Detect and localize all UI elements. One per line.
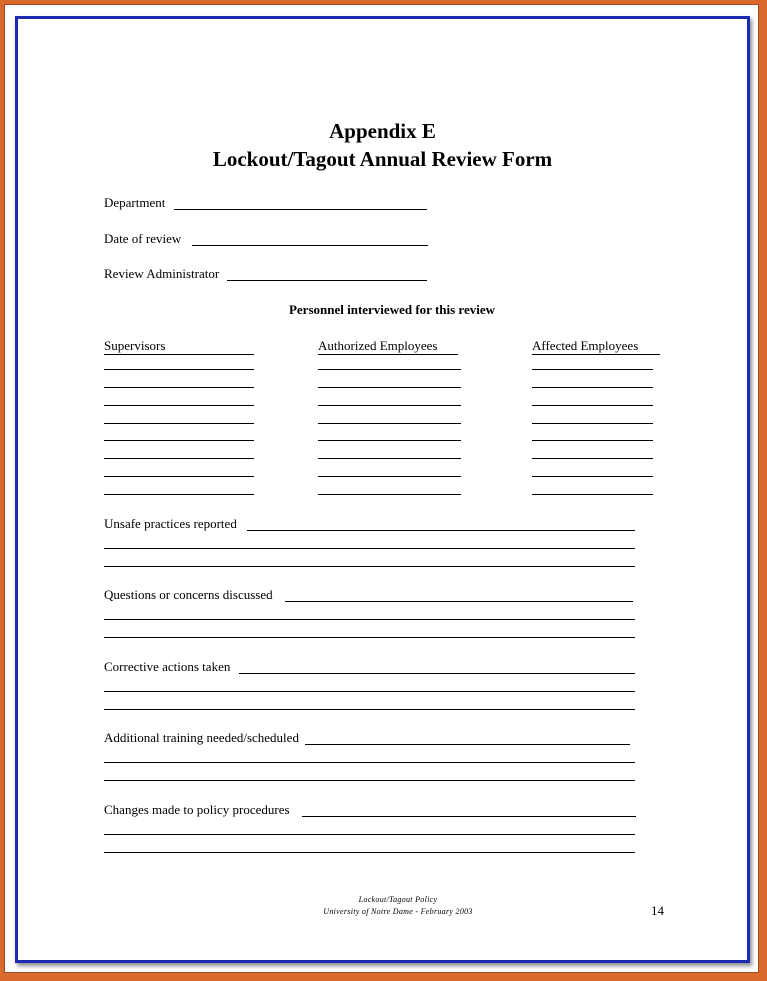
authorized-employee-entry-line[interactable] bbox=[318, 405, 461, 406]
authorized-employees-column-header bbox=[318, 338, 458, 355]
authorized-employee-entry-line[interactable] bbox=[318, 494, 461, 495]
unsafe-practices-line-3[interactable] bbox=[104, 566, 635, 567]
supervisor-entry-line[interactable] bbox=[104, 405, 254, 406]
affected-employee-entry-line[interactable] bbox=[532, 405, 653, 406]
appendix-heading: Appendix E bbox=[329, 119, 436, 143]
unsafe-practices-line-2[interactable] bbox=[104, 548, 635, 549]
policy-changes-line-3[interactable] bbox=[104, 852, 635, 853]
corrective-actions-line-1[interactable] bbox=[239, 673, 635, 674]
supervisors-header-text: Supervisors bbox=[104, 338, 254, 355]
authorized-employee-entry-line[interactable] bbox=[318, 423, 461, 424]
form-title: Lockout/Tagout Annual Review Form bbox=[212, 147, 553, 171]
corrective-actions-line-2[interactable] bbox=[104, 691, 635, 692]
additional-training-line-3[interactable] bbox=[104, 780, 635, 781]
questions-concerns-line-1[interactable] bbox=[285, 601, 633, 602]
authorized-employee-entry-line[interactable] bbox=[318, 369, 461, 370]
policy-changes-line-2[interactable] bbox=[104, 834, 635, 835]
footer-institution-date: University of Notre Dame - February 2003 bbox=[323, 907, 473, 916]
date-of-review-label: Date of review bbox=[104, 231, 182, 246]
authorized-employees-header-text: Authorized Employees bbox=[318, 338, 458, 355]
additional-training-line-1[interactable] bbox=[305, 744, 630, 745]
affected-employee-entry-line[interactable] bbox=[532, 387, 653, 388]
questions-concerns-label: Questions or concerns discussed bbox=[104, 587, 273, 602]
authorized-employee-entry-line[interactable] bbox=[318, 476, 461, 477]
policy-changes-label: Changes made to policy procedures bbox=[104, 802, 290, 817]
affected-employee-entry-line[interactable] bbox=[532, 476, 653, 477]
supervisor-entry-line[interactable] bbox=[104, 476, 254, 477]
supervisor-entry-line[interactable] bbox=[104, 494, 254, 495]
affected-employee-entry-line[interactable] bbox=[532, 369, 653, 370]
policy-changes-line-1[interactable] bbox=[302, 816, 636, 817]
footer-policy-name: Lockout/Tagout Policy bbox=[358, 895, 438, 904]
personnel-heading: Personnel interviewed for this review bbox=[288, 302, 496, 317]
department-label: Department bbox=[104, 195, 166, 210]
affected-employees-column-header bbox=[532, 338, 660, 355]
supervisor-entry-line[interactable] bbox=[104, 387, 254, 388]
unsafe-practices-line-1[interactable] bbox=[247, 530, 635, 531]
unsafe-practices-label: Unsafe practices reported bbox=[104, 516, 237, 531]
supervisor-entry-line[interactable] bbox=[104, 458, 254, 459]
authorized-employee-entry-line[interactable] bbox=[318, 387, 461, 388]
affected-employee-entry-line[interactable] bbox=[532, 440, 653, 441]
authorized-employee-entry-line[interactable] bbox=[318, 440, 461, 441]
questions-concerns-line-2[interactable] bbox=[104, 619, 635, 620]
affected-employee-entry-line[interactable] bbox=[532, 423, 653, 424]
document-page bbox=[15, 16, 750, 963]
additional-training-label: Additional training needed/scheduled bbox=[104, 730, 299, 745]
corrective-actions-label: Corrective actions taken bbox=[104, 659, 231, 674]
supervisors-column-header bbox=[104, 338, 254, 355]
supervisor-entry-line[interactable] bbox=[104, 369, 254, 370]
supervisor-entry-line[interactable] bbox=[104, 423, 254, 424]
authorized-employee-entry-line[interactable] bbox=[318, 458, 461, 459]
supervisor-entry-line[interactable] bbox=[104, 440, 254, 441]
questions-concerns-line-3[interactable] bbox=[104, 637, 635, 638]
affected-employees-header-text: Affected Employees bbox=[532, 338, 660, 355]
date-of-review-field[interactable] bbox=[192, 245, 428, 246]
affected-employee-entry-line[interactable] bbox=[532, 494, 653, 495]
additional-training-line-2[interactable] bbox=[104, 762, 635, 763]
review-administrator-field[interactable] bbox=[227, 280, 427, 281]
corrective-actions-line-3[interactable] bbox=[104, 709, 635, 710]
review-administrator-label: Review Administrator bbox=[104, 266, 220, 281]
page-number: 14 bbox=[651, 903, 664, 918]
page-footer bbox=[248, 894, 548, 918]
affected-employee-entry-line[interactable] bbox=[532, 458, 653, 459]
department-field[interactable] bbox=[174, 209, 427, 210]
